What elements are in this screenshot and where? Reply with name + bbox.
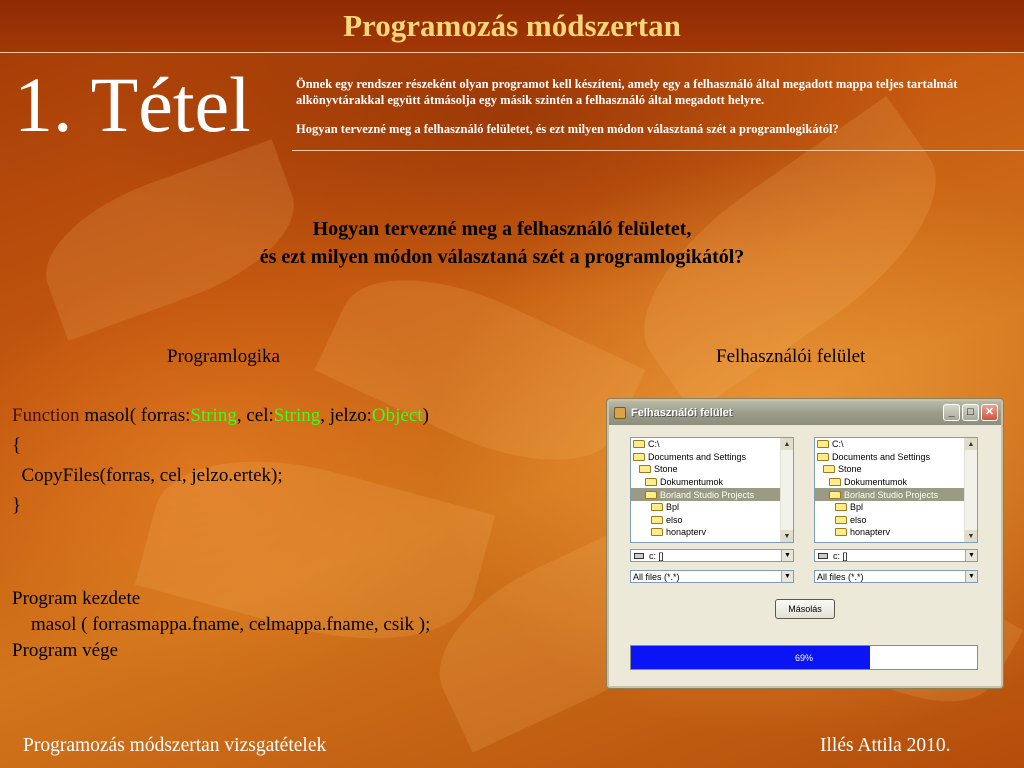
folder-icon	[835, 528, 847, 536]
tree-item-label: honapterv	[666, 527, 707, 538]
tree-item-label: Dokumentumok	[660, 477, 724, 488]
folder-icon	[645, 478, 657, 486]
tree-item-label: honapterv	[850, 527, 891, 538]
chevron-down-icon[interactable]: ▼	[781, 571, 793, 582]
tree-item[interactable]	[631, 463, 781, 476]
tree-item-label: Dokumentumok	[844, 477, 908, 488]
folder-icon	[823, 465, 835, 473]
code-type: String	[190, 405, 237, 426]
tree-item[interactable]	[815, 463, 965, 476]
window-title: Felhasználói felület	[631, 407, 733, 419]
tree-item-label: Documents and Settings	[832, 451, 931, 462]
source-tree-scrollbar[interactable]	[780, 438, 793, 542]
tree-item[interactable]	[815, 451, 965, 464]
app-window	[607, 399, 1003, 688]
source-tree-list	[631, 438, 793, 539]
progress-bar	[630, 645, 978, 670]
source-filter-select[interactable]	[630, 570, 794, 583]
folder-icon	[651, 528, 663, 536]
topic-number-heading: 1. Tétel	[14, 61, 251, 148]
close-button[interactable]: ✕	[981, 404, 998, 421]
code-signature	[12, 401, 429, 431]
scroll-down-arrow-icon[interactable]: ▼	[781, 530, 793, 542]
tree-item-label: Stone	[654, 464, 678, 475]
divider-line	[292, 150, 1024, 151]
tree-item[interactable]	[815, 488, 965, 501]
column-heading-logic: Programlogika	[167, 346, 280, 367]
task-description	[296, 76, 1016, 137]
code-line: {	[12, 435, 22, 456]
window-titlebar[interactable]	[609, 401, 1001, 425]
folder-icon	[651, 516, 663, 524]
code-line: CopyFiles(forras, cel, jelzo.ertek);	[12, 465, 283, 486]
source-filter-value: All files (*.*)	[633, 571, 680, 582]
folder-icon	[829, 491, 841, 499]
tree-item[interactable]	[815, 438, 965, 451]
tree-item-label: Stone	[838, 464, 862, 475]
folder-icon	[645, 491, 657, 499]
folder-icon	[817, 453, 829, 461]
footer-author: Illés Attila 2010.	[820, 735, 951, 756]
tree-item[interactable]	[631, 514, 781, 527]
program-line: Program vége	[12, 640, 119, 661]
target-filter-value: All files (*.*)	[817, 571, 864, 582]
code-text: )	[422, 405, 429, 426]
page-title: Programozás módszertan	[343, 8, 681, 43]
source-drive-select[interactable]	[630, 549, 794, 562]
scroll-up-arrow-icon[interactable]: ▲	[965, 438, 977, 450]
program-block	[12, 586, 430, 664]
folder-icon	[835, 516, 847, 524]
code-block	[12, 401, 429, 521]
target-tree-list	[815, 438, 977, 539]
code-text: , cel:	[236, 405, 274, 426]
tree-item-label: elso	[666, 514, 683, 525]
folder-icon	[633, 453, 645, 461]
target-folder-tree[interactable]	[814, 437, 978, 543]
tree-item-label: Documents and Settings	[648, 451, 747, 462]
target-tree-scrollbar[interactable]	[964, 438, 977, 542]
drive-icon	[634, 553, 644, 559]
tree-item[interactable]	[631, 526, 781, 539]
task-description-text: Önnek egy rendszer részeként olyan programot kell készíteni, amely egy a felhasználó által megadott mappa teljes tartalmát alkönyvtárakkal együtt átmásolja egy másik szintén a felhasználó által megadott helyre.	[296, 77, 958, 107]
progress-label: 69%	[794, 652, 813, 663]
target-drive-value: c: []	[833, 550, 848, 561]
code-text: masol( forras:	[79, 405, 191, 426]
code-type: String	[273, 405, 321, 426]
source-drive-value: c: []	[649, 550, 664, 561]
tree-item[interactable]	[631, 451, 781, 464]
chevron-down-icon[interactable]: ▼	[781, 550, 793, 561]
folder-icon	[639, 465, 651, 473]
main-question	[0, 215, 1004, 271]
program-line: masol ( forrasmappa.fname, celmappa.fname, csik );	[12, 614, 431, 635]
source-folder-tree[interactable]	[630, 437, 794, 543]
column-heading-ui: Felhasználói felület	[716, 346, 866, 367]
tree-item[interactable]	[815, 514, 965, 527]
tree-item[interactable]	[815, 501, 965, 514]
folder-icon	[817, 440, 829, 448]
tree-item-label: C:\	[832, 439, 844, 450]
folder-icon	[651, 503, 663, 511]
tree-item[interactable]	[631, 438, 781, 451]
tree-item[interactable]	[631, 488, 781, 501]
chevron-down-icon[interactable]: ▼	[965, 550, 977, 561]
folder-icon	[829, 478, 841, 486]
copy-button[interactable]: Másolás	[775, 599, 835, 619]
code-keyword: Function	[12, 405, 80, 426]
target-filter-select[interactable]	[814, 570, 978, 583]
task-question-text: Hogyan tervezné meg a felhasználó felületet, és ezt milyen módon választaná szét a programlogikától?	[296, 122, 839, 136]
scroll-down-arrow-icon[interactable]: ▼	[965, 530, 977, 542]
scroll-up-arrow-icon[interactable]: ▲	[781, 438, 793, 450]
main-question-line: és ezt milyen módon választaná szét a programlogikától?	[259, 246, 745, 268]
tree-item-label: Borland Studio Projects	[660, 489, 755, 500]
tree-item[interactable]	[631, 476, 781, 489]
tree-item-label: C:\	[648, 439, 660, 450]
code-line: }	[12, 495, 22, 516]
folder-icon	[633, 440, 645, 448]
program-line: Program kezdete	[12, 588, 141, 609]
target-drive-select[interactable]	[814, 549, 978, 562]
minimize-button[interactable]: _	[943, 404, 960, 421]
footer-course-title: Programozás módszertan vizsgatételek	[23, 735, 327, 756]
tree-item-label: Bpl	[850, 502, 864, 513]
code-text: , jelzo:	[320, 405, 372, 426]
main-question-line: Hogyan tervezné meg a felhasználó felületet,	[312, 218, 692, 240]
window-controls	[943, 404, 998, 421]
app-icon	[614, 407, 626, 419]
maximize-button[interactable]: □	[962, 404, 979, 421]
tree-item-label: elso	[850, 514, 867, 525]
tree-item[interactable]	[815, 476, 965, 489]
tree-item-label: Borland Studio Projects	[844, 489, 939, 500]
tree-item-label: Bpl	[666, 502, 680, 513]
tree-item[interactable]	[815, 526, 965, 539]
chevron-down-icon[interactable]: ▼	[965, 571, 977, 582]
tree-item[interactable]	[631, 501, 781, 514]
drive-icon	[818, 553, 828, 559]
folder-icon	[835, 503, 847, 511]
code-type: Object	[371, 405, 423, 426]
